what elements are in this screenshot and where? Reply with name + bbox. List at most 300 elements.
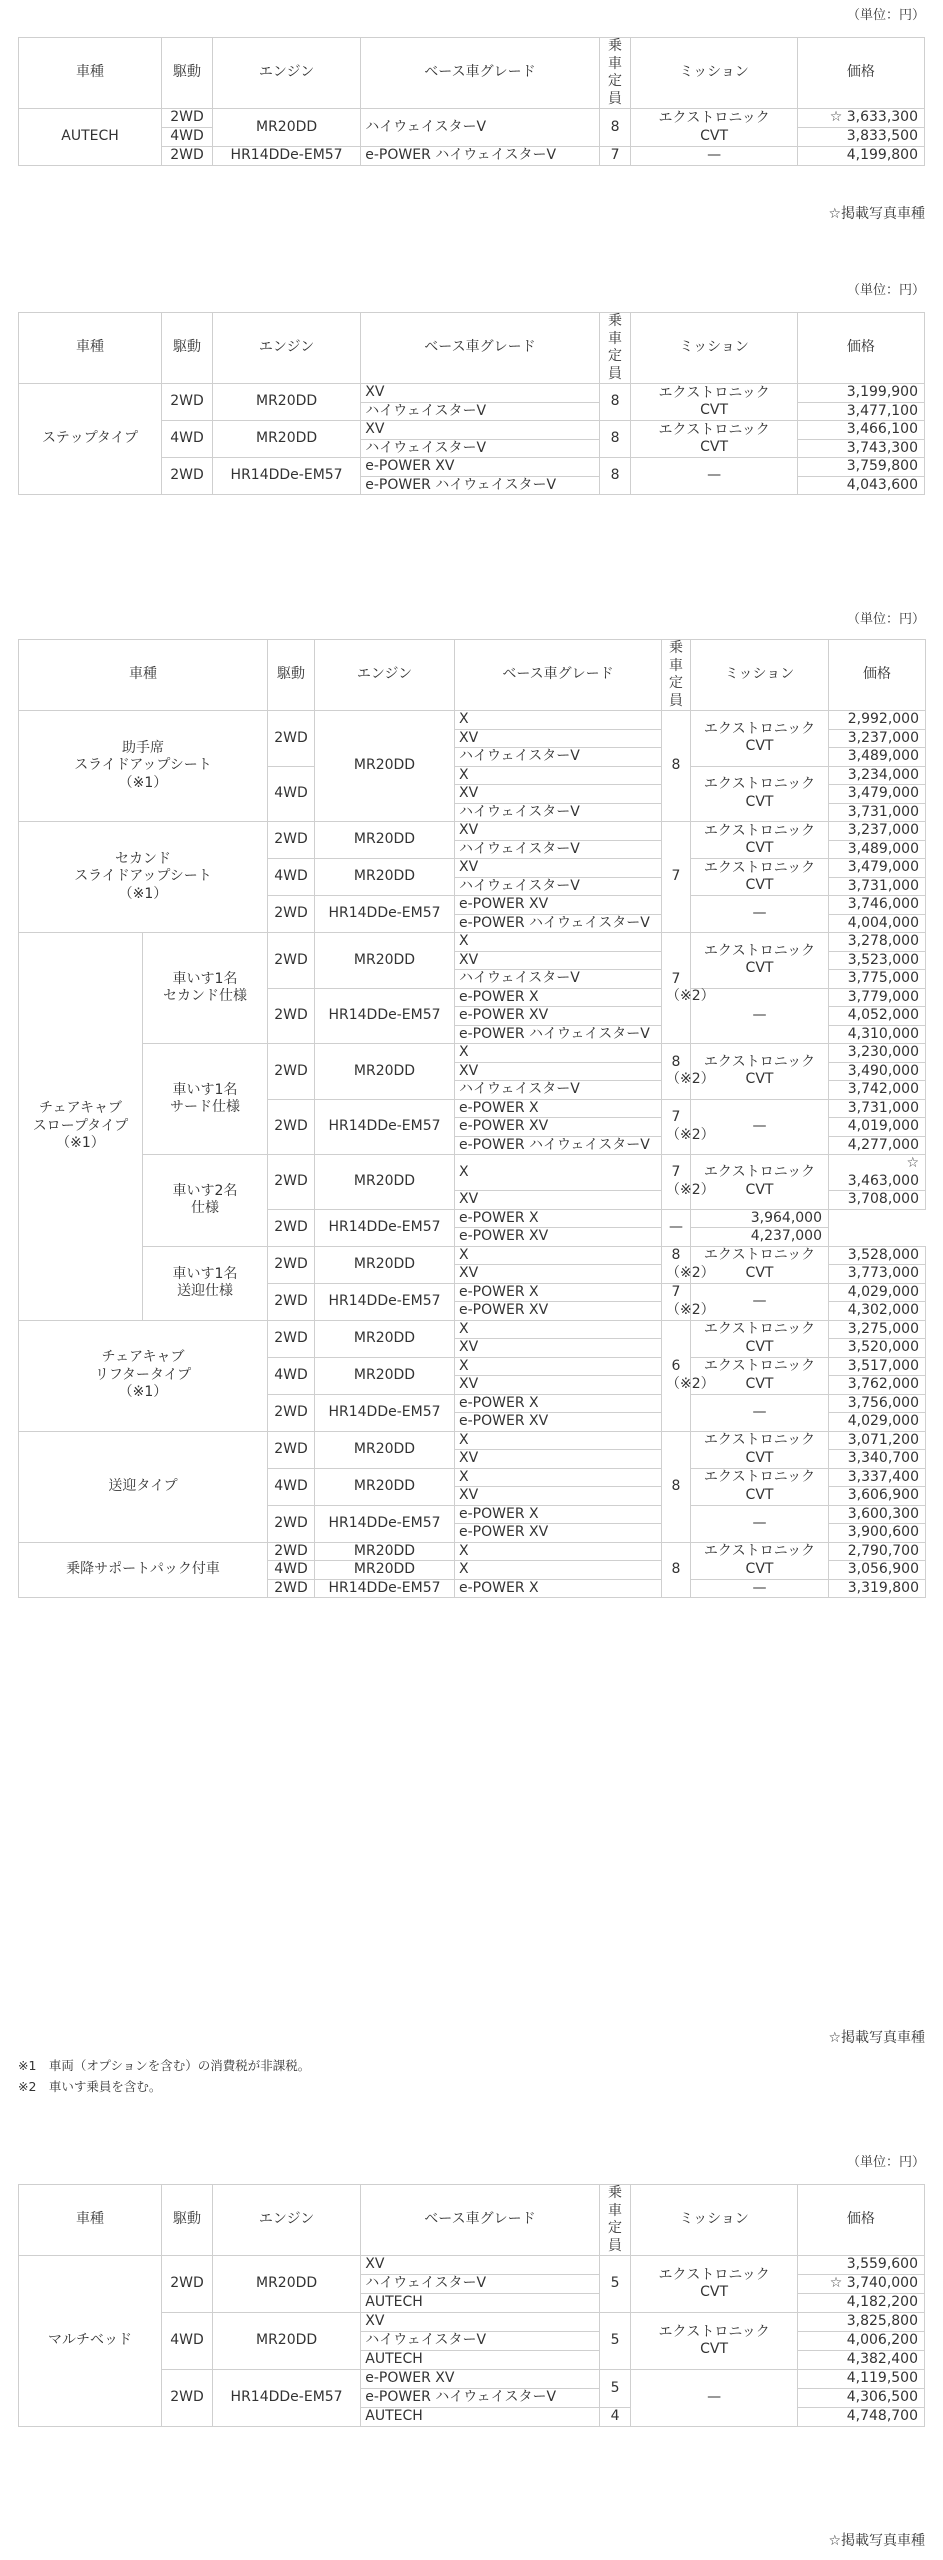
table-cell: HR14DDe-EM57 bbox=[315, 1505, 455, 1542]
table-cell: XV bbox=[455, 1265, 662, 1284]
table-cell: 2WD bbox=[162, 2256, 213, 2313]
table-cell: e-POWER XV bbox=[361, 458, 599, 477]
table-cell: エクストロニック CVT bbox=[691, 1542, 829, 1579]
table-row bbox=[19, 933, 926, 952]
table-cell: MR20DD bbox=[315, 933, 455, 989]
header-row bbox=[19, 313, 925, 384]
table-cell: HR14DDe-EM57 bbox=[212, 147, 360, 166]
column-header: ミッション bbox=[631, 2185, 797, 2256]
table-cell: — bbox=[691, 988, 829, 1044]
price-cell: 3,490,000 bbox=[829, 1062, 926, 1081]
table-cell: 2WD bbox=[268, 711, 315, 767]
price-cell: 3,742,000 bbox=[829, 1081, 926, 1100]
table-cell: 4WD bbox=[268, 1468, 315, 1505]
table-cell: XV bbox=[361, 2256, 599, 2275]
table-cell: エクストロニック CVT bbox=[631, 421, 797, 458]
table-cell: X bbox=[455, 1246, 662, 1265]
price-cell: 3,319,800 bbox=[829, 1579, 926, 1598]
table-cell: エクストロニック CVT bbox=[691, 1044, 829, 1100]
table-cell: 8 bbox=[662, 1431, 691, 1542]
table-cell: エクストロニック CVT bbox=[691, 1357, 829, 1394]
column-header: 乗車 定員 bbox=[599, 38, 631, 109]
table-cell: X bbox=[455, 1357, 662, 1376]
table-cell: XV bbox=[455, 951, 662, 970]
table-cell: マルチベッド bbox=[19, 2256, 162, 2427]
table-cell: エクストロニック CVT bbox=[691, 933, 829, 989]
table-cell: HR14DDe-EM57 bbox=[315, 1394, 455, 1431]
header-row bbox=[19, 38, 925, 109]
table-cell: ハイウェイスターV bbox=[455, 803, 662, 822]
table-cell: e-POWER ハイウェイスターV bbox=[455, 914, 662, 933]
table-cell: ハイウェイスターV bbox=[455, 1081, 662, 1100]
price-cell: 3,340,700 bbox=[829, 1450, 926, 1469]
table-cell: エクストロニック CVT bbox=[631, 2313, 797, 2370]
table-cell: エクストロニック CVT bbox=[691, 711, 829, 767]
table-cell: HR14DDe-EM57 bbox=[315, 896, 455, 933]
table-cell: MR20DD bbox=[315, 711, 455, 822]
table-cell: 8 bbox=[599, 384, 631, 421]
price-cell: 3,731,000 bbox=[829, 877, 926, 896]
table-cell: ハイウェイスターV bbox=[361, 402, 599, 421]
table-row bbox=[19, 1542, 926, 1561]
table-cell: 車いす1名 サード仕様 bbox=[143, 1044, 268, 1155]
price-cell: 3,600,300 bbox=[829, 1505, 926, 1524]
table-row bbox=[19, 384, 925, 403]
table-cell: — bbox=[691, 1099, 829, 1155]
table-cell: ハイウェイスターV bbox=[361, 2332, 599, 2351]
table-cell: 2WD bbox=[268, 822, 315, 859]
table-cell: e-POWER ハイウェイスターV bbox=[361, 2389, 599, 2408]
table-cell: 8 bbox=[599, 109, 631, 147]
table-cell: MR20DD bbox=[212, 421, 360, 458]
table-cell: 2WD bbox=[268, 1394, 315, 1431]
table-cell: MR20DD bbox=[315, 1044, 455, 1100]
price-cell: 3,731,000 bbox=[829, 803, 926, 822]
table-cell: 車いす2名 仕様 bbox=[143, 1155, 268, 1247]
unit-label: （単位：円） bbox=[846, 2155, 925, 2170]
table-cell: MR20DD bbox=[212, 2256, 360, 2313]
photo-star-icon: ☆ bbox=[829, 109, 847, 126]
price-cell: 4,748,700 bbox=[797, 2408, 924, 2427]
table-cell: X bbox=[455, 933, 662, 952]
table-cell: 4WD bbox=[268, 1357, 315, 1394]
price-table bbox=[18, 312, 925, 495]
header-row bbox=[19, 640, 926, 711]
column-header: 車種 bbox=[19, 313, 162, 384]
table-cell: X bbox=[455, 1542, 662, 1561]
table-cell: 4WD bbox=[162, 128, 213, 147]
table-cell: — bbox=[691, 896, 829, 933]
price-cell: 3,606,900 bbox=[829, 1487, 926, 1506]
table-cell: 2WD bbox=[268, 1099, 315, 1155]
table-cell: XV bbox=[455, 1487, 662, 1506]
price-cell: 3,337,400 bbox=[829, 1468, 926, 1487]
photo-star-icon: ☆ bbox=[906, 1155, 919, 1171]
photo-note: ☆掲載写真車種 bbox=[828, 2030, 925, 2046]
price-cell: 2,992,000 bbox=[829, 711, 926, 730]
table-cell: XV bbox=[361, 2313, 599, 2332]
price-cell: ☆ 3,740,000 bbox=[797, 2275, 924, 2294]
price-table bbox=[18, 37, 925, 166]
table-cell: 2WD bbox=[268, 1320, 315, 1357]
table-cell: エクストロニック CVT bbox=[631, 2256, 797, 2313]
table-cell: ハイウェイスターV bbox=[361, 2275, 599, 2294]
column-header: ミッション bbox=[631, 38, 797, 109]
column-header: ミッション bbox=[691, 640, 829, 711]
table-cell: 2WD bbox=[162, 109, 213, 128]
table-cell: XV bbox=[455, 822, 662, 841]
table-cell: MR20DD bbox=[315, 1542, 455, 1561]
price-table bbox=[18, 2184, 925, 2427]
table-cell: e-POWER XV bbox=[455, 1302, 662, 1321]
table-cell: HR14DDe-EM57 bbox=[315, 1283, 455, 1320]
price-cell: 4,182,200 bbox=[797, 2294, 924, 2313]
column-header: エンジン bbox=[315, 640, 455, 711]
price-cell: 3,278,000 bbox=[829, 933, 926, 952]
price-cell: 3,756,000 bbox=[829, 1394, 926, 1413]
table-cell: X bbox=[455, 1155, 662, 1191]
table-cell: 6 （※2） bbox=[662, 1320, 691, 1431]
table-cell: MR20DD bbox=[212, 384, 360, 421]
table-cell: X bbox=[455, 1320, 662, 1339]
price-cell: 3,479,000 bbox=[829, 859, 926, 878]
table-row bbox=[19, 109, 925, 128]
table-cell: HR14DDe-EM57 bbox=[315, 1099, 455, 1155]
table-cell: 2WD bbox=[268, 933, 315, 989]
table-cell: 2WD bbox=[268, 1209, 315, 1246]
price-cell: 3,479,000 bbox=[829, 785, 926, 804]
price-cell: 3,759,800 bbox=[797, 458, 924, 477]
column-header: 駆動 bbox=[162, 38, 213, 109]
table-cell: e-POWER X bbox=[455, 988, 662, 1007]
table-cell: e-POWER X bbox=[455, 1099, 662, 1118]
table-cell: XV bbox=[455, 1376, 662, 1395]
table-cell: — bbox=[691, 1505, 829, 1542]
table-cell: AUTECH bbox=[361, 2294, 599, 2313]
footnotes bbox=[18, 2055, 310, 2097]
table-cell: 8 bbox=[662, 1542, 691, 1598]
photo-star-icon: ☆ bbox=[829, 2275, 847, 2292]
table-cell: チェアキャブ スロープタイプ （※1） bbox=[19, 933, 143, 1321]
price-cell: 2,790,700 bbox=[829, 1542, 926, 1561]
table-cell: 2WD bbox=[268, 1579, 315, 1598]
price-cell: 4,119,500 bbox=[797, 2370, 924, 2389]
price-cell: 3,489,000 bbox=[829, 748, 926, 767]
price-cell: 4,277,000 bbox=[829, 1136, 926, 1155]
table-cell: XV bbox=[455, 1339, 662, 1358]
table-cell: 2WD bbox=[268, 1431, 315, 1468]
table-cell: AUTECH bbox=[361, 2351, 599, 2370]
table-row bbox=[19, 1044, 926, 1063]
price-cell: 3,237,000 bbox=[829, 729, 926, 748]
table-cell: — bbox=[691, 1579, 829, 1598]
column-header: 駆動 bbox=[162, 2185, 213, 2256]
price-cell: 3,825,800 bbox=[797, 2313, 924, 2332]
column-header: 乗車 定員 bbox=[599, 313, 631, 384]
price-cell: 3,833,500 bbox=[797, 128, 924, 147]
table-cell: 2WD bbox=[268, 1155, 315, 1210]
table-cell: e-POWER ハイウェイスターV bbox=[361, 147, 599, 166]
table-cell: 2WD bbox=[268, 1044, 315, 1100]
photo-note: ☆掲載写真車種 bbox=[828, 2533, 925, 2549]
table-cell: 2WD bbox=[268, 1505, 315, 1542]
price-cell: ☆ 3,463,000 bbox=[829, 1155, 926, 1191]
column-header: ミッション bbox=[631, 313, 797, 384]
table-cell: MR20DD bbox=[212, 2313, 360, 2370]
table-cell: エクストロニック CVT bbox=[691, 822, 829, 859]
table-cell: HR14DDe-EM57 bbox=[212, 2370, 360, 2427]
table-row bbox=[19, 822, 926, 841]
table-cell: MR20DD bbox=[315, 1155, 455, 1210]
price-cell: 3,746,000 bbox=[829, 896, 926, 915]
table-cell: e-POWER XV bbox=[455, 1118, 662, 1137]
table-cell: 2WD bbox=[268, 1246, 315, 1283]
table-cell: ハイウェイスターV bbox=[455, 970, 662, 989]
table-cell: 8 bbox=[662, 711, 691, 822]
price-cell: 3,523,000 bbox=[829, 951, 926, 970]
table-cell: チェアキャブ リフタータイプ （※1） bbox=[19, 1320, 268, 1431]
table-row bbox=[19, 2256, 925, 2275]
column-header: ベース車グレード bbox=[361, 38, 599, 109]
column-header: 乗車 定員 bbox=[599, 2185, 631, 2256]
price-cell: 3,520,000 bbox=[829, 1339, 926, 1358]
table-cell: ハイウェイスターV bbox=[455, 840, 662, 859]
table-cell: 2WD bbox=[268, 896, 315, 933]
table-row bbox=[19, 711, 926, 730]
table-cell: XV bbox=[455, 1062, 662, 1081]
footnote: ※1 車両（オプションを含む）の消費税が非課税。 bbox=[18, 2058, 311, 2073]
table-cell: — bbox=[631, 458, 797, 495]
price-cell: 4,029,000 bbox=[829, 1283, 926, 1302]
table-cell: MR20DD bbox=[315, 822, 455, 859]
table-cell: MR20DD bbox=[315, 1561, 455, 1580]
price-cell: 3,731,000 bbox=[829, 1099, 926, 1118]
price-cell: ☆ 3,633,300 bbox=[797, 109, 924, 128]
column-header: エンジン bbox=[212, 313, 360, 384]
table-cell: 7 bbox=[599, 147, 631, 166]
table-row bbox=[19, 1431, 926, 1450]
price-cell: 3,964,000 bbox=[691, 1209, 829, 1228]
price-cell: 4,199,800 bbox=[797, 147, 924, 166]
table-cell: 送迎タイプ bbox=[19, 1431, 268, 1542]
table-cell: XV bbox=[455, 1191, 662, 1210]
table-cell: HR14DDe-EM57 bbox=[315, 1209, 455, 1246]
price-cell: 3,528,000 bbox=[829, 1246, 926, 1265]
table-cell: 4WD bbox=[268, 766, 315, 822]
price-cell: 3,466,100 bbox=[797, 421, 924, 440]
price-cell: 3,762,000 bbox=[829, 1376, 926, 1395]
column-header: 価格 bbox=[797, 2185, 924, 2256]
table-cell: — bbox=[631, 2370, 797, 2427]
table-cell: e-POWER ハイウェイスターV bbox=[361, 476, 599, 495]
table-cell: MR20DD bbox=[315, 1468, 455, 1505]
table-cell: ハイウェイスターV bbox=[361, 109, 599, 147]
column-header: 車種 bbox=[19, 2185, 162, 2256]
price-cell: 4,382,400 bbox=[797, 2351, 924, 2370]
column-header: エンジン bbox=[212, 38, 360, 109]
price-cell: 4,006,200 bbox=[797, 2332, 924, 2351]
table-cell: 車いす1名 送迎仕様 bbox=[143, 1246, 268, 1320]
column-header: 価格 bbox=[829, 640, 926, 711]
column-header: ベース車グレード bbox=[361, 313, 599, 384]
table-cell: MR20DD bbox=[315, 1357, 455, 1394]
table-cell: X bbox=[455, 1044, 662, 1063]
table-cell: エクストロニック CVT bbox=[691, 859, 829, 896]
unit-label: （単位：円） bbox=[846, 8, 925, 23]
table-cell: — bbox=[691, 1394, 829, 1431]
table-cell: MR20DD bbox=[315, 1431, 455, 1468]
table-cell: 5 bbox=[599, 2370, 631, 2408]
table-cell: 7 （※2） bbox=[662, 933, 691, 1044]
price-cell: 3,071,200 bbox=[829, 1431, 926, 1450]
table-cell: e-POWER XV bbox=[455, 896, 662, 915]
table-cell: XV bbox=[361, 421, 599, 440]
table-cell: e-POWER XV bbox=[455, 1228, 662, 1247]
table-cell: e-POWER XV bbox=[455, 1007, 662, 1026]
price-cell: 3,900,600 bbox=[829, 1524, 926, 1543]
table-cell: 乗降サポートパック付車 bbox=[19, 1542, 268, 1598]
table-cell: MR20DD bbox=[212, 109, 360, 147]
table-cell: X bbox=[455, 766, 662, 785]
table-cell: 5 bbox=[599, 2256, 631, 2313]
table-cell: エクストロニック CVT bbox=[691, 1155, 829, 1210]
table-cell: e-POWER X bbox=[455, 1505, 662, 1524]
table-cell: — bbox=[691, 1283, 829, 1320]
table-cell: 2WD bbox=[162, 384, 213, 421]
table-cell: e-POWER X bbox=[455, 1579, 662, 1598]
table-cell: エクストロニック CVT bbox=[691, 766, 829, 822]
price-cell: 4,019,000 bbox=[829, 1118, 926, 1137]
table-cell: 2WD bbox=[162, 147, 213, 166]
table-cell: e-POWER X bbox=[455, 1394, 662, 1413]
table-cell: 7 （※2） bbox=[662, 1155, 691, 1210]
table-cell: XV bbox=[361, 384, 599, 403]
column-header: エンジン bbox=[212, 2185, 360, 2256]
price-cell: 4,302,000 bbox=[829, 1302, 926, 1321]
price-cell: 4,029,000 bbox=[829, 1413, 926, 1432]
price-cell: 3,779,000 bbox=[829, 988, 926, 1007]
table-cell: エクストロニック CVT bbox=[691, 1246, 829, 1283]
price-cell: 3,234,000 bbox=[829, 766, 926, 785]
footnote: ※2 車いす乗員を含む。 bbox=[18, 2079, 162, 2094]
column-header: ベース車グレード bbox=[455, 640, 662, 711]
table-cell: エクストロニック CVT bbox=[691, 1468, 829, 1505]
table-cell: X bbox=[455, 711, 662, 730]
table-cell: 8 bbox=[599, 458, 631, 495]
table-cell: セカンド スライドアップシート （※1） bbox=[19, 822, 268, 933]
unit-label: （単位：円） bbox=[846, 283, 925, 298]
table-cell: — bbox=[631, 147, 797, 166]
price-cell: 3,477,100 bbox=[797, 402, 924, 421]
table-cell: 助手席 スライドアップシート （※1） bbox=[19, 711, 268, 822]
table-cell: XV bbox=[455, 785, 662, 804]
column-header: 駆動 bbox=[162, 313, 213, 384]
table-cell: 8 （※2） bbox=[662, 1044, 691, 1100]
price-cell: 3,743,300 bbox=[797, 439, 924, 458]
table-cell: 2WD bbox=[268, 988, 315, 1044]
column-header: 乗車 定員 bbox=[662, 640, 691, 711]
table-row bbox=[19, 1155, 926, 1191]
table-cell: 8 （※2） bbox=[662, 1246, 691, 1283]
table-cell: 2WD bbox=[162, 458, 213, 495]
column-header: 車種 bbox=[19, 640, 268, 711]
table-cell: ハイウェイスターV bbox=[361, 439, 599, 458]
price-cell: 3,275,000 bbox=[829, 1320, 926, 1339]
price-cell: 4,310,000 bbox=[829, 1025, 926, 1044]
price-cell: 4,306,500 bbox=[797, 2389, 924, 2408]
price-cell: 3,708,000 bbox=[829, 1191, 926, 1210]
table-cell: 4 bbox=[599, 2408, 631, 2427]
table-cell: 4WD bbox=[268, 859, 315, 896]
table-cell: XV bbox=[455, 1450, 662, 1469]
table-cell: AUTECH bbox=[361, 2408, 599, 2427]
table-cell: X bbox=[455, 1431, 662, 1450]
table-cell: 4WD bbox=[268, 1561, 315, 1580]
table-cell: 7 （※2） bbox=[662, 1099, 691, 1155]
column-header: 価格 bbox=[797, 38, 924, 109]
table-cell: 2WD bbox=[162, 2370, 213, 2427]
table-cell: 7 （※2） bbox=[662, 1283, 691, 1320]
table-cell: 4WD bbox=[162, 2313, 213, 2370]
table-cell: XV bbox=[455, 729, 662, 748]
price-cell: 3,775,000 bbox=[829, 970, 926, 989]
table-cell: e-POWER X bbox=[455, 1283, 662, 1302]
price-cell: 3,517,000 bbox=[829, 1357, 926, 1376]
header-row bbox=[19, 2185, 925, 2256]
column-header: 車種 bbox=[19, 38, 162, 109]
price-cell: 4,237,000 bbox=[691, 1228, 829, 1247]
table-cell: e-POWER ハイウェイスターV bbox=[455, 1025, 662, 1044]
table-cell: AUTECH bbox=[19, 109, 162, 166]
table-cell: e-POWER XV bbox=[455, 1413, 662, 1432]
table-cell: X bbox=[455, 1468, 662, 1487]
table-cell: 2WD bbox=[268, 1542, 315, 1561]
table-cell: ステップタイプ bbox=[19, 384, 162, 495]
column-header: ベース車グレード bbox=[361, 2185, 599, 2256]
table-cell: HR14DDe-EM57 bbox=[212, 458, 360, 495]
price-cell: 4,004,000 bbox=[829, 914, 926, 933]
price-table bbox=[18, 639, 926, 1598]
price-cell: 3,489,000 bbox=[829, 840, 926, 859]
table-cell: ハイウェイスターV bbox=[455, 877, 662, 896]
table-cell: HR14DDe-EM57 bbox=[315, 1579, 455, 1598]
table-cell: e-POWER X bbox=[455, 1209, 662, 1228]
table-cell: エクストロニック CVT bbox=[691, 1320, 829, 1357]
price-cell: 3,199,900 bbox=[797, 384, 924, 403]
table-cell: — bbox=[662, 1209, 691, 1246]
table-cell: MR20DD bbox=[315, 859, 455, 896]
price-cell: 3,237,000 bbox=[829, 822, 926, 841]
table-cell: X bbox=[455, 1561, 662, 1580]
photo-note: ☆掲載写真車種 bbox=[828, 206, 925, 222]
table-cell: 5 bbox=[599, 2313, 631, 2370]
table-row bbox=[19, 1320, 926, 1339]
table-cell: 8 bbox=[599, 421, 631, 458]
table-cell: e-POWER XV bbox=[361, 2370, 599, 2389]
price-cell: 3,773,000 bbox=[829, 1265, 926, 1284]
price-cell: 3,230,000 bbox=[829, 1044, 926, 1063]
table-cell: XV bbox=[455, 859, 662, 878]
unit-label: （単位：円） bbox=[846, 612, 925, 627]
table-cell: 7 bbox=[662, 822, 691, 933]
table-cell: エクストロニック CVT bbox=[631, 109, 797, 147]
column-header: 駆動 bbox=[268, 640, 315, 711]
table-cell: MR20DD bbox=[315, 1320, 455, 1357]
table-row bbox=[19, 1246, 926, 1265]
table-cell: 車いす1名 セカンド仕様 bbox=[143, 933, 268, 1044]
table-cell: e-POWER ハイウェイスターV bbox=[455, 1136, 662, 1155]
price-cell: 3,559,600 bbox=[797, 2256, 924, 2275]
